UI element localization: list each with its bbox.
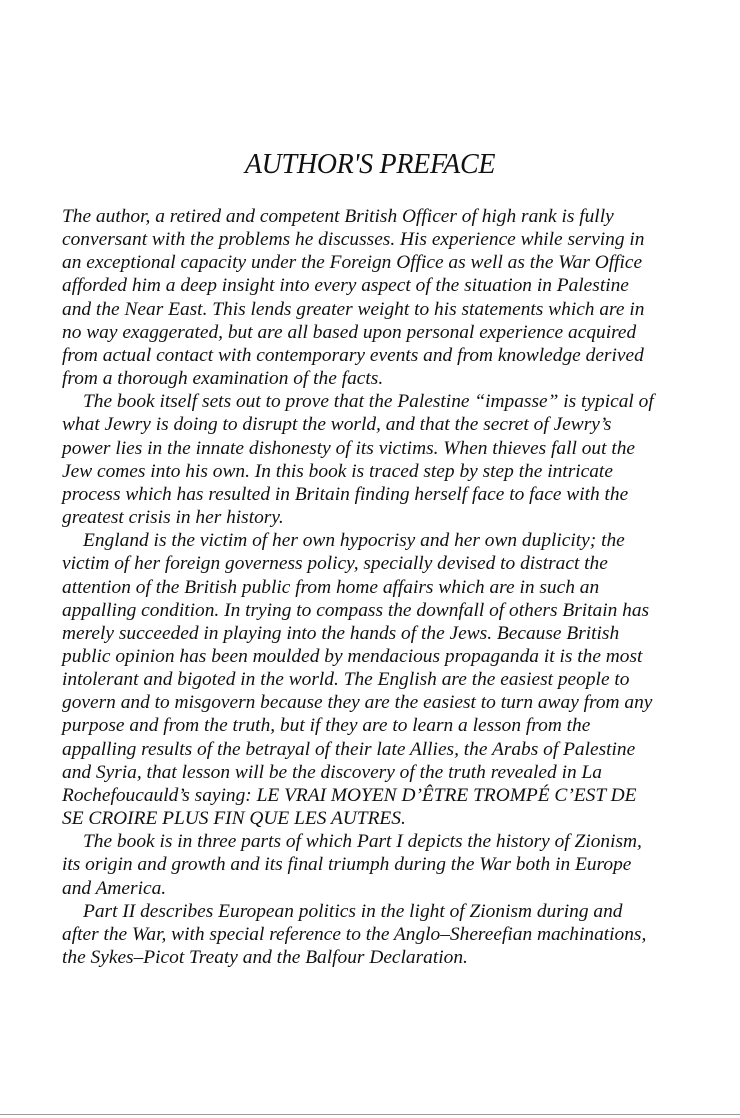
text-line: merely succeeded in playing into the hands of the Jews. Because British xyxy=(62,622,620,644)
text-line: England is the victim of her own hypocrisy and her own duplicity; the xyxy=(83,530,625,552)
text-line: conversant with the problems he discusses. His experience while serving in xyxy=(62,229,645,251)
text-line: and the Near East. This lends greater weight to his statements which are in xyxy=(62,298,645,320)
preface-body xyxy=(62,205,682,969)
text-line: no way exaggerated, but are all based upon personal experience acquired xyxy=(62,321,637,343)
text-line: public opinion has been moulded by mendacious propaganda it is the most xyxy=(62,645,643,667)
text-line: Jew comes into his own. In this book is traced step by step the intricate xyxy=(62,460,613,482)
text-line: victim of her foreign governess policy, specially devised to distract the xyxy=(62,553,608,575)
text-line: the Sykes–Picot Treaty and the Balfour Declaration. xyxy=(62,947,468,968)
text-line: an exceptional capacity under the Foreign Office as well as the War Office xyxy=(62,252,643,274)
text-line: greatest crisis in her history. xyxy=(62,507,284,529)
text-line: The author, a retired and competent British Officer of high rank is fully xyxy=(62,206,614,227)
text-line: The book itself sets out to prove that the Palestine “impasse” is typical of xyxy=(83,391,654,413)
text-line: attention of the British public from home affairs which are in such an xyxy=(62,576,600,598)
text-line: govern and to misgovern because they are the easiest to turn away from any xyxy=(62,692,653,714)
text-line: Rochefoucauld’s saying: LE VRAI MOYEN D’ÊTRE TROMPÉ C’EST DE xyxy=(62,784,637,806)
text-line: from actual contact with contemporary events and from knowledge derived xyxy=(62,344,644,366)
text-line: its origin and growth and its final triumph during the War both in Europe xyxy=(62,854,632,876)
text-line: appalling results of the betrayal of their late Allies, the Arabs of Palestine xyxy=(62,738,636,760)
text-line: SE CROIRE PLUS FIN QUE LES AUTRES. xyxy=(62,808,406,830)
text-line: from a thorough examination of the facts. xyxy=(62,368,384,390)
text-line: process which has resulted in Britain finding herself face to face with the xyxy=(62,483,629,505)
text-line: intolerant and bigoted in the world. The English are the easiest people to xyxy=(62,669,630,691)
text-line: and Syria, that lesson will be the discovery of the truth revealed in La xyxy=(62,761,602,783)
page-title: AUTHOR'S PREFACE xyxy=(244,149,496,180)
text-line: appalling condition. In trying to compass the downfall of others Britain has xyxy=(62,599,650,621)
text-line: afforded him a deep insight into every aspect of the situation in Palestine xyxy=(62,275,629,297)
text-line: power lies in the innate dishonesty of its victims. When thieves fall out the xyxy=(62,437,636,459)
text-line: purpose and from the truth, but if they are to learn a lesson from the xyxy=(62,715,591,737)
text-line: after the War, with special reference to the Anglo–Shereefian machinations, xyxy=(62,923,647,945)
page-bottom-border xyxy=(0,1114,740,1115)
text-line: and America. xyxy=(62,877,167,899)
text-line: Part II describes European politics in the light of Zionism during and xyxy=(83,900,623,922)
text-line: what Jewry is doing to disrupt the world, and that the secret of Jewry’s xyxy=(62,414,612,436)
text-line: The book is in three parts of which Part I depicts the history of Zionism, xyxy=(83,831,642,853)
